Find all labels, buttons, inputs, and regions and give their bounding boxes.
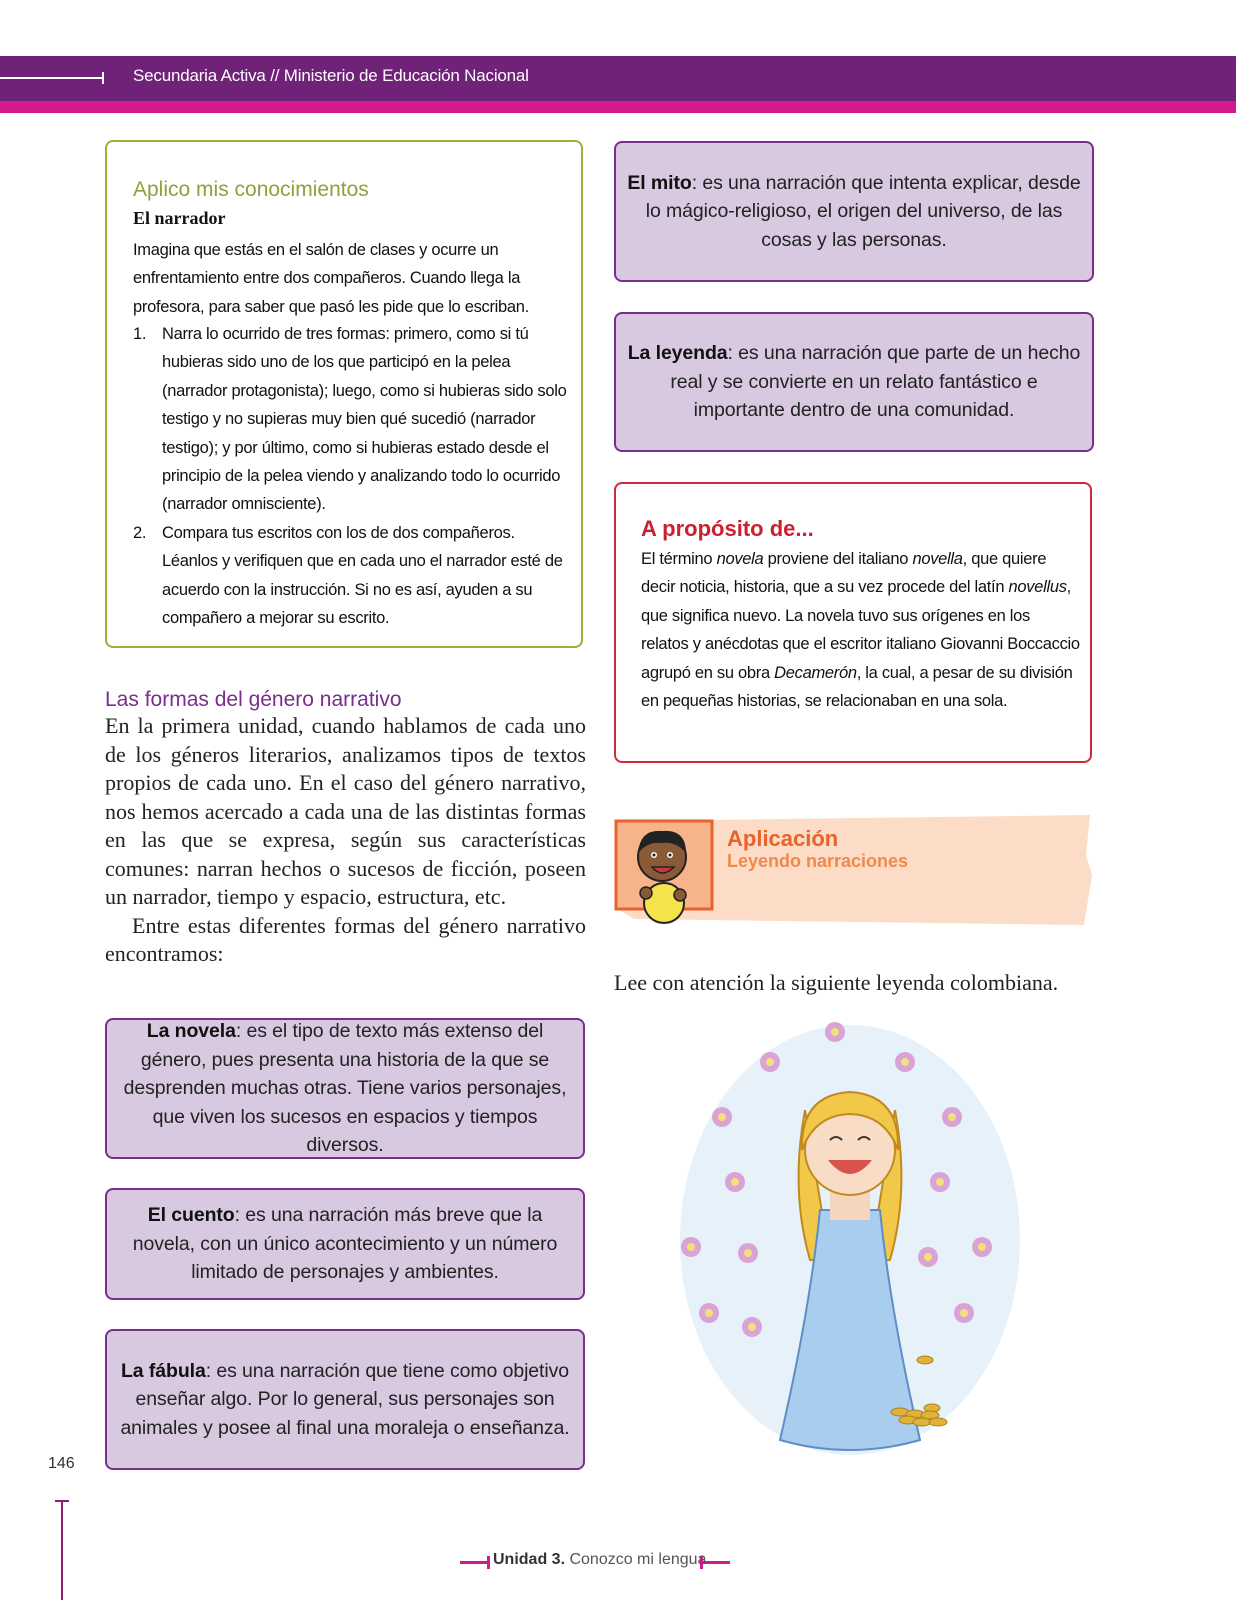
- activity-intro: Imagina que estás en el salón de clases y ocurre un enfrentamiento entre dos compañeros. Cuando llega la profesora, para saber que pasó les pide que lo escriban.: [133, 241, 529, 316]
- margin-rule: [61, 1500, 63, 1600]
- activity-item-text: Narra lo ocurrido de tres formas: primero, como si tú hubieras sido uno de los que participó en la pelea (narrador protagonista); luego, como si hubieras sido solo testigo y no supieras muy bien qué sucedió (narrador testigo); y por último, como si hubieras estado desde el principio de la pelea viendo y analizando todo lo ocurrido (narrador omnisciente).: [162, 325, 567, 514]
- activity-list: [133, 320, 573, 632]
- activity-subtitle: El narrador: [133, 208, 226, 228]
- definition-term: El cuento: [147, 1204, 235, 1227]
- definition-text: : es una narración que parte de un hecho real y se convierte en un relato fantástico e importante dentro de una comunidad.: [670, 342, 1081, 422]
- definition-text: : es una narración más breve que la novela, con un único acontecimiento y un número limitado de personajes y ambientes.: [132, 1204, 558, 1284]
- definition-box-cuento: [105, 1188, 585, 1300]
- note-body: El término novela proviene del italiano novella, que quiere decir noticia, historia, que a su vez procede del latín novellus, que significa nuevo. La novela tuvo sus orígenes en los relatos y anécdotas que el escritor italiano Giovanni Boccaccio agrupó en su obra Decamerón, la cual, a pesar de su división en pequeñas historias, se relacionaban en una sola.: [641, 550, 1080, 711]
- header-accent-stripe: [0, 101, 1236, 113]
- definition-box-leyenda: [614, 312, 1094, 452]
- activity-item-number: 1.: [133, 325, 147, 343]
- definition-term: La fábula: [121, 1359, 206, 1382]
- section-body: [105, 712, 586, 969]
- definition-text: : es una narración que tiene como objetivo enseñar algo. Por lo general, sus personajes son animales y posee al final una moraleja o enseñanza.: [120, 1359, 570, 1439]
- definition-box-novela: [105, 1018, 585, 1159]
- application-title: Aplicación: [727, 826, 839, 851]
- activity-item-text: Compara tus escritos con los de dos compañeros. Léanlos y verifiquen que en cada uno el narrador esté de acuerdo con la instrucción. Si no es así, ayuden a su compañero a mejorar su escrito.: [162, 523, 563, 628]
- note-title: A propósito de...: [641, 516, 814, 541]
- reading-instruction: Lee con atención la siguiente leyenda colombiana.: [614, 970, 1059, 995]
- header-rule: [0, 77, 103, 79]
- page-number: 146: [48, 1455, 75, 1472]
- header-rule-tick: [102, 72, 104, 84]
- section-paragraph: En la primera unidad, cuando hablamos de cada uno de los géneros literarios, analizamos tipos de textos propios de cada uno. En el caso del género narrativo, nos hemos acercado a cada una de las distintas formas en las que se expresa, según sus características comunes: narran hechos o sucesos de ficción, poseen un narrador, tiempo y espacio, estructura, etc.: [105, 713, 586, 909]
- definition-text: : es una narración que intenta explicar, desde lo mágico-religioso, el origen del universo, de las cosas y las personas.: [645, 171, 1081, 251]
- activity-item: [133, 320, 573, 519]
- activity-title: Aplico mis conocimientos: [133, 178, 369, 201]
- application-subtitle: Leyendo narraciones: [727, 851, 909, 871]
- definition-term: El mito: [627, 171, 692, 194]
- activity-item-number: 2.: [133, 523, 147, 542]
- definition-term: La novela: [146, 1020, 236, 1043]
- definition-term: La leyenda: [627, 342, 728, 365]
- definition-text: : es el tipo de texto más extenso del género, pues presenta una historia de la que se desprenden muchas otras. Tiene varios personajes, que viven los sucesos en espacios y tiempos diversos.: [123, 1020, 567, 1157]
- definition-box-fabula: [105, 1329, 585, 1470]
- header-title: Secundaria Activa // Ministerio de Educación Nacional: [133, 66, 529, 85]
- footer-unit: Unidad 3. Conozco mi lengua: [493, 1551, 707, 1568]
- girl-legend-illustration: [660, 1010, 1040, 1470]
- definition-box-mito: [614, 141, 1094, 282]
- section-heading: Las formas del género narrativo: [105, 688, 402, 711]
- activity-item: [133, 519, 573, 633]
- section-paragraph: Entre estas diferentes formas del género narrativo encontramos:: [105, 912, 586, 966]
